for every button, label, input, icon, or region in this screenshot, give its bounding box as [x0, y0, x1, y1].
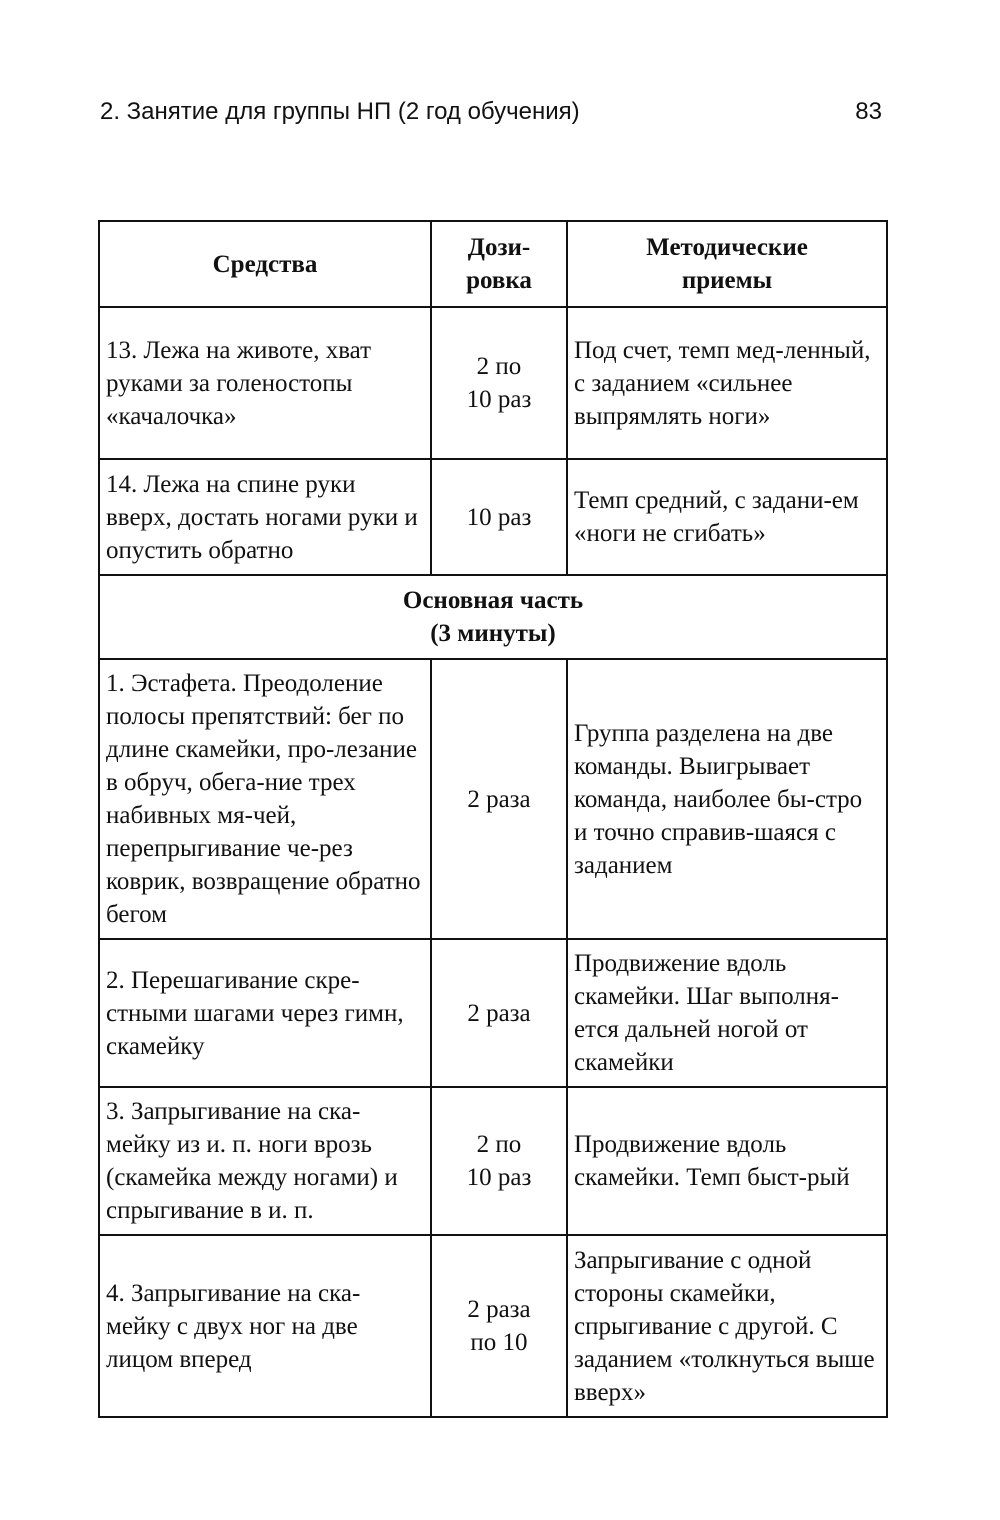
column-header-means: Средства [99, 221, 431, 307]
means-cell: 3. Запрыгивание на ска-мейку из и. п. ноги врозь (скамейка между ногами) и спрыгивание в и. п. [99, 1087, 431, 1235]
method-cell: Запрыгивание с одной стороны скамейки, спрыгивание с другой. С заданием «толкнуться выше вверх» [567, 1235, 887, 1417]
page-number: 83 [855, 98, 882, 125]
table-row [99, 1087, 887, 1235]
means-cell: 1. Эстафета. Преодоление полосы препятствий: бег по длине скамейки, про-лезание в обруч, обега-ние трех набивных мя-чей, перепрыгивание че-рез коврик, возвращение обратно бегом [99, 659, 431, 939]
means-cell: 4. Запрыгивание на ска-мейку с двух ног на две лицом вперед [99, 1235, 431, 1417]
section-title: Основная часть (3 минуты) [99, 575, 887, 659]
chapter-title: 2. Занятие для группы НП (2 год обучения) [100, 98, 580, 125]
dosage-cell: 2 раза [431, 659, 567, 939]
means-cell: 14. Лежа на спине руки вверх, достать ногами руки и опустить обратно [99, 459, 431, 575]
running-head [100, 92, 882, 132]
table-row [99, 659, 887, 939]
means-cell: 13. Лежа на животе, хват руками за голеностопы «качалочка» [99, 307, 431, 459]
exercise-table [98, 220, 888, 1418]
table-row [99, 459, 887, 575]
column-header-dosage: Дози- ровка [431, 221, 567, 307]
method-cell: Продвижение вдоль скамейки. Шаг выполня-ется дальней ногой от скамейки [567, 939, 887, 1087]
table-row [99, 307, 887, 459]
means-cell: 2. Перешагивание скре-стными шагами через гимн, скамейку [99, 939, 431, 1087]
method-cell: Темп средний, с задани-ем «ноги не сгибать» [567, 459, 887, 575]
method-cell: Под счет, темп мед-ленный, с заданием «сильнее выпрямлять ноги» [567, 307, 887, 459]
table-row [99, 939, 887, 1087]
dosage-cell: 2 по 10 раз [431, 1087, 567, 1235]
section-row [99, 575, 887, 659]
table-header-row [99, 221, 887, 307]
method-cell: Продвижение вдоль скамейки. Темп быст-рый [567, 1087, 887, 1235]
column-header-methods: Методические приемы [567, 221, 887, 307]
table-row [99, 1235, 887, 1417]
dosage-cell: 2 по 10 раз [431, 307, 567, 459]
dosage-cell: 2 раза [431, 939, 567, 1087]
dosage-cell: 10 раз [431, 459, 567, 575]
dosage-cell: 2 раза по 10 [431, 1235, 567, 1417]
method-cell: Группа разделена на две команды. Выигрывает команда, наиболее бы-стро и точно справив-шаяся с заданием [567, 659, 887, 939]
